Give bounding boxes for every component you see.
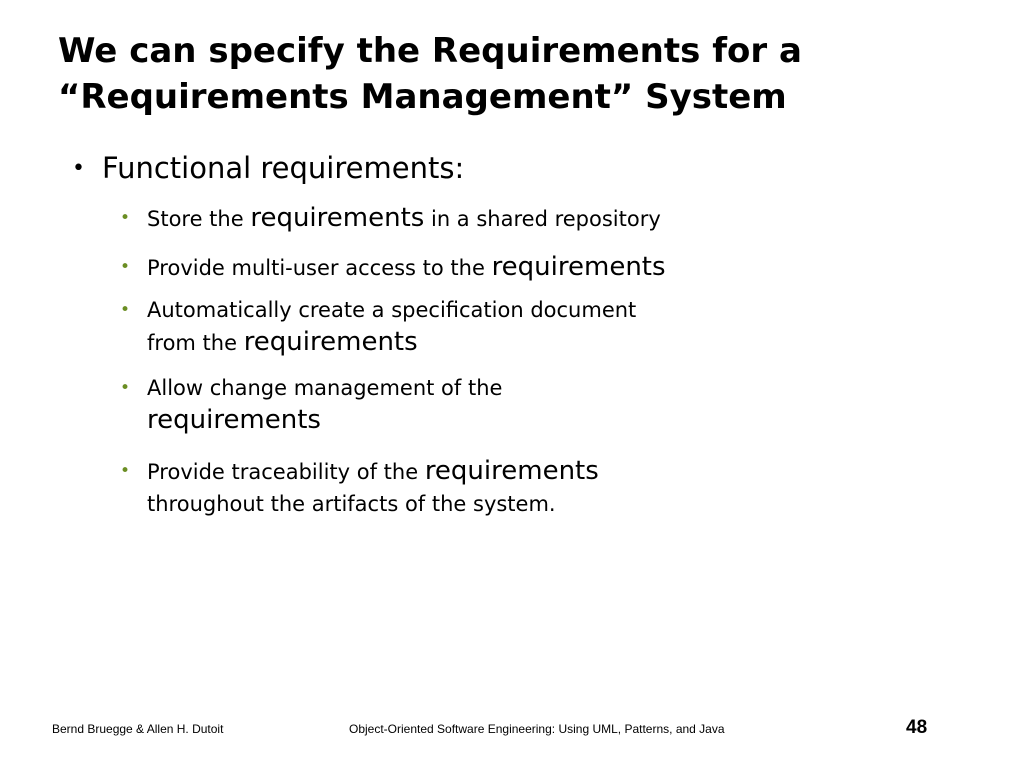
footer-book-title: Object-Oriented Software Engineering: Using UML, Patterns, and Java xyxy=(349,722,725,736)
sub-bullet-4 xyxy=(120,372,880,437)
page-number: 48 xyxy=(906,717,928,738)
sub-bullet-text: Allow change management of the xyxy=(147,376,503,400)
slide-title xyxy=(58,28,958,120)
sub-bullet-emphasis: requirements xyxy=(147,405,321,435)
sub-bullet-text: Store the xyxy=(147,207,251,231)
slide-title-line-1: We can specify the Requirements for a xyxy=(58,31,802,71)
sub-bullet-5 xyxy=(120,455,880,520)
bullet-dot-icon: • xyxy=(72,156,85,181)
sub-bullet-2 xyxy=(120,251,880,284)
sub-bullet-text: throughout the artifacts of the system. xyxy=(147,492,556,516)
bullet-dot-icon: • xyxy=(120,378,131,398)
bullet-dot-icon: • xyxy=(120,257,131,277)
sub-bullet-emphasis: requirements xyxy=(491,252,666,282)
sub-bullet-text: Provide traceability of the xyxy=(147,460,425,484)
level1-bullet-text: Functional requirements: xyxy=(102,151,465,185)
sub-bullet-emphasis: requirements xyxy=(424,456,599,486)
footer-authors: Bernd Bruegge & Allen H. Dutoit xyxy=(52,722,224,736)
sub-bullet-emphasis: requirements xyxy=(250,203,425,233)
sub-bullet-1 xyxy=(120,202,880,235)
bullet-dot-icon: • xyxy=(120,300,131,320)
sub-bullet-3 xyxy=(120,294,880,359)
slide-title-line-2: “Requirements Management” System xyxy=(58,77,787,117)
sub-bullet-text: in a shared repository xyxy=(424,207,661,231)
sub-bullet-text: from the xyxy=(147,331,244,355)
sub-bullet-emphasis: requirements xyxy=(243,327,418,357)
level1-bullet xyxy=(72,149,464,188)
sub-bullet-text: Provide multi-user access to the xyxy=(147,256,492,280)
bullet-dot-icon: • xyxy=(120,461,131,481)
bullet-dot-icon: • xyxy=(120,208,131,228)
sub-bullet-text: Automatically create a specification document xyxy=(147,298,637,322)
